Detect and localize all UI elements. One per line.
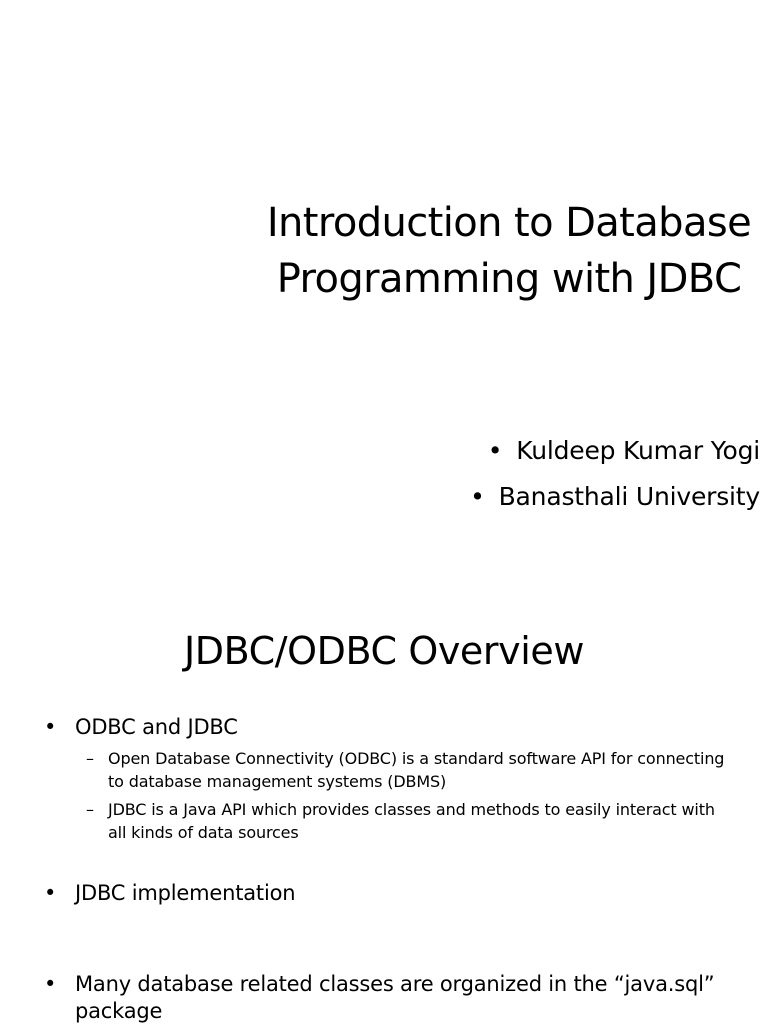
title-line-1: Introduction to Database	[266, 200, 752, 246]
bullet-item	[44, 971, 734, 1025]
bullet-text: JDBC implementation	[75, 881, 296, 905]
bullet-icon: •	[470, 482, 485, 511]
dash-icon: –	[86, 800, 94, 819]
bullet-icon: •	[487, 436, 503, 465]
slide-title: JDBC/ODBC Overview	[183, 629, 585, 673]
bullet-icon: •	[44, 881, 57, 905]
sub-bullet-item	[86, 798, 726, 844]
presentation-title	[250, 195, 768, 307]
sub-bullet-text: JDBC is a Java API which provides classes and methods to easily interact with all kinds of data sources	[108, 800, 715, 842]
bullet-icon: •	[44, 972, 57, 996]
bullet-icon: •	[44, 715, 57, 739]
bullet-item	[44, 714, 734, 741]
author-affiliation-item	[470, 474, 760, 520]
author-info-list	[470, 428, 760, 520]
title-line-2: Programming with JDBC	[276, 256, 742, 302]
bullet-item	[44, 880, 734, 907]
author-name: Kuldeep Kumar Yogi	[516, 436, 760, 465]
author-affiliation: Banasthali University	[498, 482, 760, 511]
dash-icon: –	[86, 749, 94, 768]
author-name-item	[470, 428, 760, 474]
sub-bullet-item	[86, 747, 726, 793]
bullet-text: Many database related classes are organized in the “java.sql” package	[75, 972, 715, 1023]
sub-bullet-text: Open Database Connectivity (ODBC) is a standard software API for connecting to database management systems (DBMS)	[108, 749, 725, 791]
bullet-text: ODBC and JDBC	[75, 715, 238, 739]
